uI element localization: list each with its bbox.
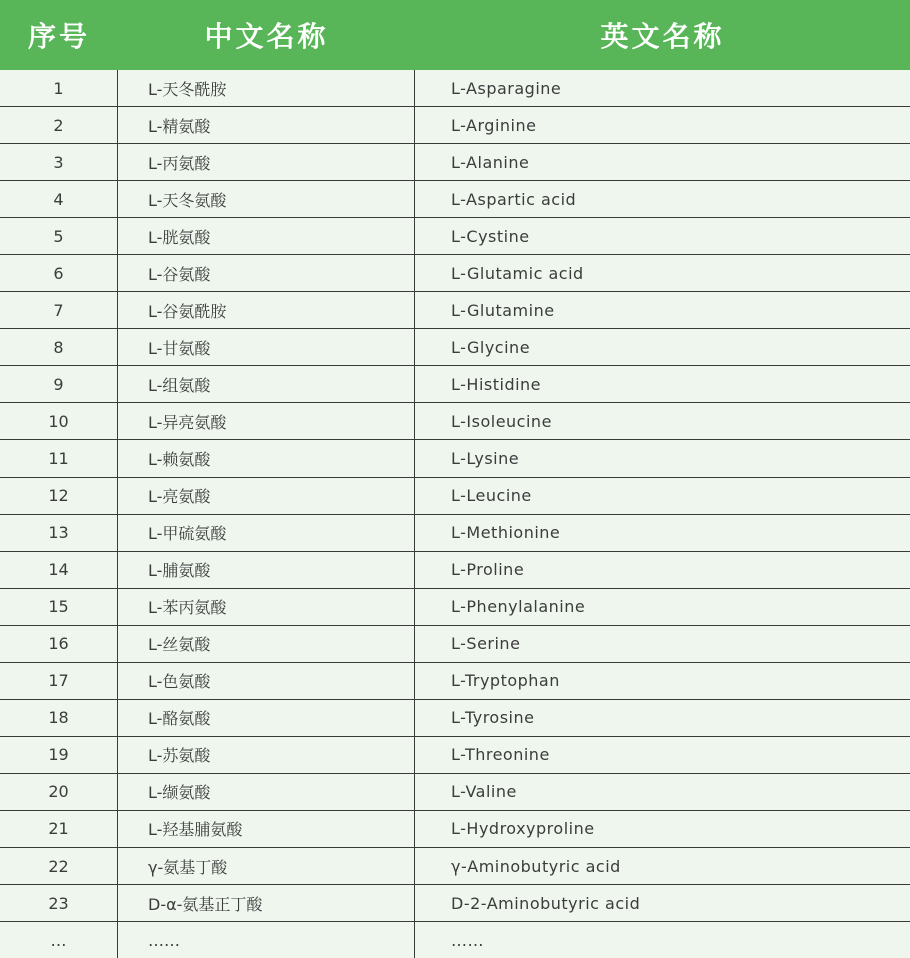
- table-row: [0, 254, 910, 291]
- table-row: [0, 514, 910, 551]
- row-english-name: L-Serine: [451, 634, 521, 654]
- table-row: [0, 625, 910, 662]
- table-row: [0, 70, 910, 106]
- row-chinese-name: L-精氨酸: [118, 107, 415, 143]
- row-index: 6: [0, 255, 118, 291]
- row-english-name: L-Cystine: [451, 226, 530, 246]
- row-english-name: γ-Aminobutyric acid: [451, 856, 621, 876]
- row-chinese-name: L-甲硫氨酸: [118, 515, 415, 551]
- row-english-name: L-Asparagine: [451, 78, 562, 98]
- row-chinese-name: L-色氨酸: [118, 663, 415, 699]
- row-index: 7: [0, 292, 118, 328]
- table-row: [0, 773, 910, 810]
- row-index: 19: [0, 737, 118, 773]
- table-row: [0, 736, 910, 773]
- row-chinese-name: L-异亮氨酸: [118, 403, 415, 439]
- table-row: [0, 551, 910, 588]
- row-index: 22: [0, 848, 118, 884]
- row-english-name: L-Hydroxyproline: [451, 819, 595, 839]
- row-english-name: L-Alanine: [451, 152, 530, 172]
- row-chinese-name: L-组氨酸: [118, 366, 415, 402]
- row-index: 13: [0, 515, 118, 551]
- row-chinese-name: ……: [118, 922, 415, 958]
- header-english-name: 英文名称: [600, 20, 725, 53]
- row-chinese-name: D-α-氨基正丁酸: [118, 885, 415, 921]
- table-row: [0, 699, 910, 736]
- header-index: 序号: [27, 20, 90, 53]
- table-row: [0, 439, 910, 476]
- row-index: …: [0, 922, 118, 958]
- row-index: 3: [0, 144, 118, 180]
- row-chinese-name: L-酪氨酸: [118, 700, 415, 736]
- table-row: [0, 143, 910, 180]
- row-chinese-name: L-亮氨酸: [118, 478, 415, 514]
- row-chinese-name: L-苏氨酸: [118, 737, 415, 773]
- row-chinese-name: L-胱氨酸: [118, 218, 415, 254]
- row-index: 21: [0, 811, 118, 847]
- row-index: 11: [0, 440, 118, 476]
- row-index: 16: [0, 626, 118, 662]
- table-row: [0, 847, 910, 884]
- row-index: 12: [0, 478, 118, 514]
- table-row: [0, 810, 910, 847]
- row-chinese-name: L-羟基脯氨酸: [118, 811, 415, 847]
- table-row: [0, 402, 910, 439]
- row-index: 2: [0, 107, 118, 143]
- row-chinese-name: L-谷氨酸: [118, 255, 415, 291]
- row-english-name: D-2-Aminobutyric acid: [451, 893, 641, 913]
- row-english-name: L-Arginine: [451, 115, 537, 135]
- row-chinese-name: L-天冬氨酸: [118, 181, 415, 217]
- table-header: [0, 0, 910, 70]
- row-english-name: L-Tryptophan: [451, 671, 560, 691]
- table-row: [0, 921, 910, 958]
- row-chinese-name: L-丝氨酸: [118, 626, 415, 662]
- row-index: 5: [0, 218, 118, 254]
- row-chinese-name: L-丙氨酸: [118, 144, 415, 180]
- table-row: [0, 588, 910, 625]
- row-chinese-name: γ-氨基丁酸: [118, 848, 415, 884]
- row-chinese-name: L-脯氨酸: [118, 552, 415, 588]
- table-row: [0, 291, 910, 328]
- row-index: 14: [0, 552, 118, 588]
- header-chinese-name: 中文名称: [204, 20, 329, 53]
- table-row: [0, 884, 910, 921]
- row-english-name: L-Lysine: [451, 448, 520, 468]
- row-english-name: L-Histidine: [451, 374, 542, 394]
- table-row: [0, 217, 910, 254]
- row-chinese-name: L-谷氨酰胺: [118, 292, 415, 328]
- row-english-name: L-Threonine: [451, 745, 550, 765]
- row-index: 18: [0, 700, 118, 736]
- row-english-name: L-Glycine: [451, 337, 531, 357]
- row-english-name: L-Glutamine: [451, 300, 555, 320]
- row-english-name: L-Leucine: [451, 486, 532, 506]
- row-english-name: L-Aspartic acid: [451, 189, 577, 209]
- row-chinese-name: L-甘氨酸: [118, 329, 415, 365]
- row-index: 10: [0, 403, 118, 439]
- row-index: 23: [0, 885, 118, 921]
- row-index: 9: [0, 366, 118, 402]
- row-chinese-name: L-赖氨酸: [118, 440, 415, 476]
- table-row: [0, 365, 910, 402]
- row-english-name: L-Proline: [451, 560, 525, 580]
- table-row: [0, 328, 910, 365]
- table-row: [0, 180, 910, 217]
- table-row: [0, 662, 910, 699]
- table-row: [0, 106, 910, 143]
- row-index: 20: [0, 774, 118, 810]
- row-english-name: L-Valine: [451, 782, 517, 802]
- row-english-name: L-Isoleucine: [451, 411, 552, 431]
- row-index: 1: [0, 70, 118, 106]
- row-english-name: L-Tyrosine: [451, 708, 535, 728]
- row-chinese-name: L-缬氨酸: [118, 774, 415, 810]
- row-index: 15: [0, 589, 118, 625]
- row-index: 17: [0, 663, 118, 699]
- row-english-name: L-Methionine: [451, 523, 561, 543]
- row-chinese-name: L-苯丙氨酸: [118, 589, 415, 625]
- row-english-name: L-Phenylalanine: [451, 597, 586, 617]
- row-index: 4: [0, 181, 118, 217]
- table-row: [0, 477, 910, 514]
- row-index: 8: [0, 329, 118, 365]
- table-body: [0, 70, 910, 958]
- row-english-name: ……: [451, 930, 484, 950]
- row-english-name: L-Glutamic acid: [451, 263, 584, 283]
- row-chinese-name: L-天冬酰胺: [118, 70, 415, 106]
